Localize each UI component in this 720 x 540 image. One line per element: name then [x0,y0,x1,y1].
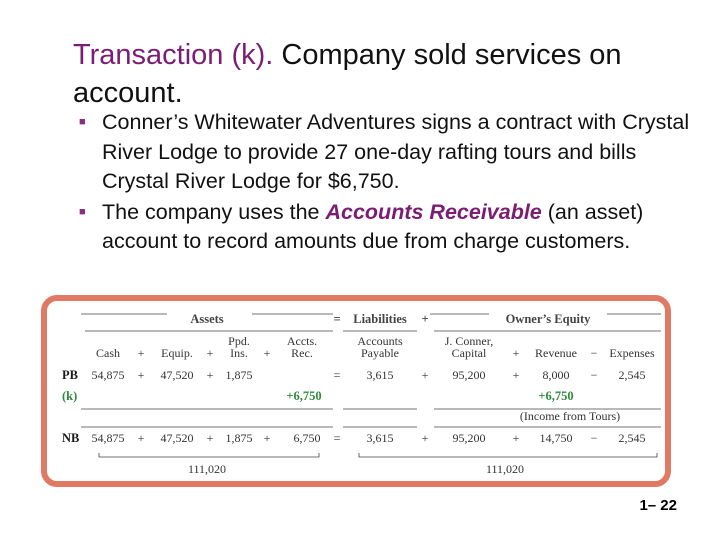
accounting-equation-table [47,301,665,481]
plus-header: + [421,312,429,326]
k-revenue: +6,750 [538,389,574,403]
op-equals: = [333,368,341,382]
nb-expenses: 2,545 [618,431,646,445]
bullet-text: Conner’s Whitewater Adventures signs a contract with Crystal River Lodge to provide 27 one-day rafting tours and bills Crystal River Lodge for $6,750. [102,110,690,193]
col-accts-line1: Accts. [286,334,318,348]
nb-cash: 54,875 [91,431,125,445]
owners-equity-header: Owner’s Equity [505,312,591,326]
pb-ppd-ins: 1,875 [225,368,253,382]
nb-equip: 47,520 [160,431,194,445]
square-bullet-icon: ■ [79,205,86,218]
col-capital-line2: Capital [451,346,487,360]
op-minus: − [590,346,598,360]
col-cash: Cash [96,346,120,360]
op-plus: + [421,368,429,382]
pb-revenue: 8,000 [542,368,570,382]
accounts-receivable-term: Accounts Receivable [325,199,542,224]
nb-revenue: 14,750 [539,431,573,445]
bullet-text-end: (an asset) account to record amounts due from charge customers. [102,199,644,253]
op-plus: + [206,346,214,360]
pb-cash: 54,875 [91,368,125,382]
row-label-k: (k) [62,389,78,403]
page-number: 1– 22 [639,497,677,514]
col-accts-line2: Rec. [291,346,313,360]
op-plus: + [137,368,145,382]
bullet-list [79,108,699,257]
op-plus: + [263,431,271,445]
pb-expenses: 2,545 [618,368,646,382]
assets-total-bracket [99,453,319,457]
pb-capital: 95,200 [452,368,486,382]
bullet-text-start: The company uses the [102,199,326,224]
liab-equity-total-bracket [359,453,657,457]
equals-header: = [333,312,341,326]
accounting-equation-panel [41,295,671,487]
op-plus: + [137,346,145,360]
row-label-nb: NB [62,431,80,445]
title-text: Company sold services on account. [73,39,622,109]
slide-title [73,36,693,112]
row-label-pb: PB [62,368,78,382]
title-transaction-label: Transaction (k). [73,39,274,71]
op-minus: − [590,368,598,382]
col-expenses: Expenses [609,346,655,360]
nb-ppd-ins: 1,875 [225,431,253,445]
op-plus: + [206,368,214,382]
pb-accounts-payable: 3,615 [366,368,394,382]
op-plus: + [512,346,520,360]
k-income-note: (Income from Tours) [519,409,621,423]
col-ppd-line1: Ppd. [228,334,250,348]
liabilities-header: Liabilities [353,312,407,326]
bullet-item [79,198,699,257]
square-bullet-icon: ■ [79,116,86,128]
nb-capital: 95,200 [452,431,486,445]
nb-accounts-receivable: 6,750 [293,431,321,445]
op-plus: + [137,431,145,445]
total-liabilities-equity: 111,020 [485,462,525,476]
op-equals: = [333,431,341,445]
col-ppd-line2: Ins. [230,346,248,360]
col-equip: Equip. [161,346,193,360]
op-plus: + [263,346,271,360]
col-ap-line1: Accounts [357,334,403,348]
col-capital-line1: J. Conner, [444,334,494,348]
op-plus: + [512,431,520,445]
col-revenue: Revenue [535,346,577,360]
nb-accounts-payable: 3,615 [366,431,394,445]
assets-header: Assets [190,312,224,326]
col-ap-line2: Payable [361,346,399,360]
total-assets: 111,020 [187,462,227,476]
k-accounts-receivable: +6,750 [286,389,322,403]
op-plus: + [512,368,520,382]
op-plus: + [421,431,429,445]
op-plus: + [206,431,214,445]
pb-equip: 47,520 [160,368,194,382]
bullet-item [79,108,699,197]
op-minus: − [590,431,598,445]
